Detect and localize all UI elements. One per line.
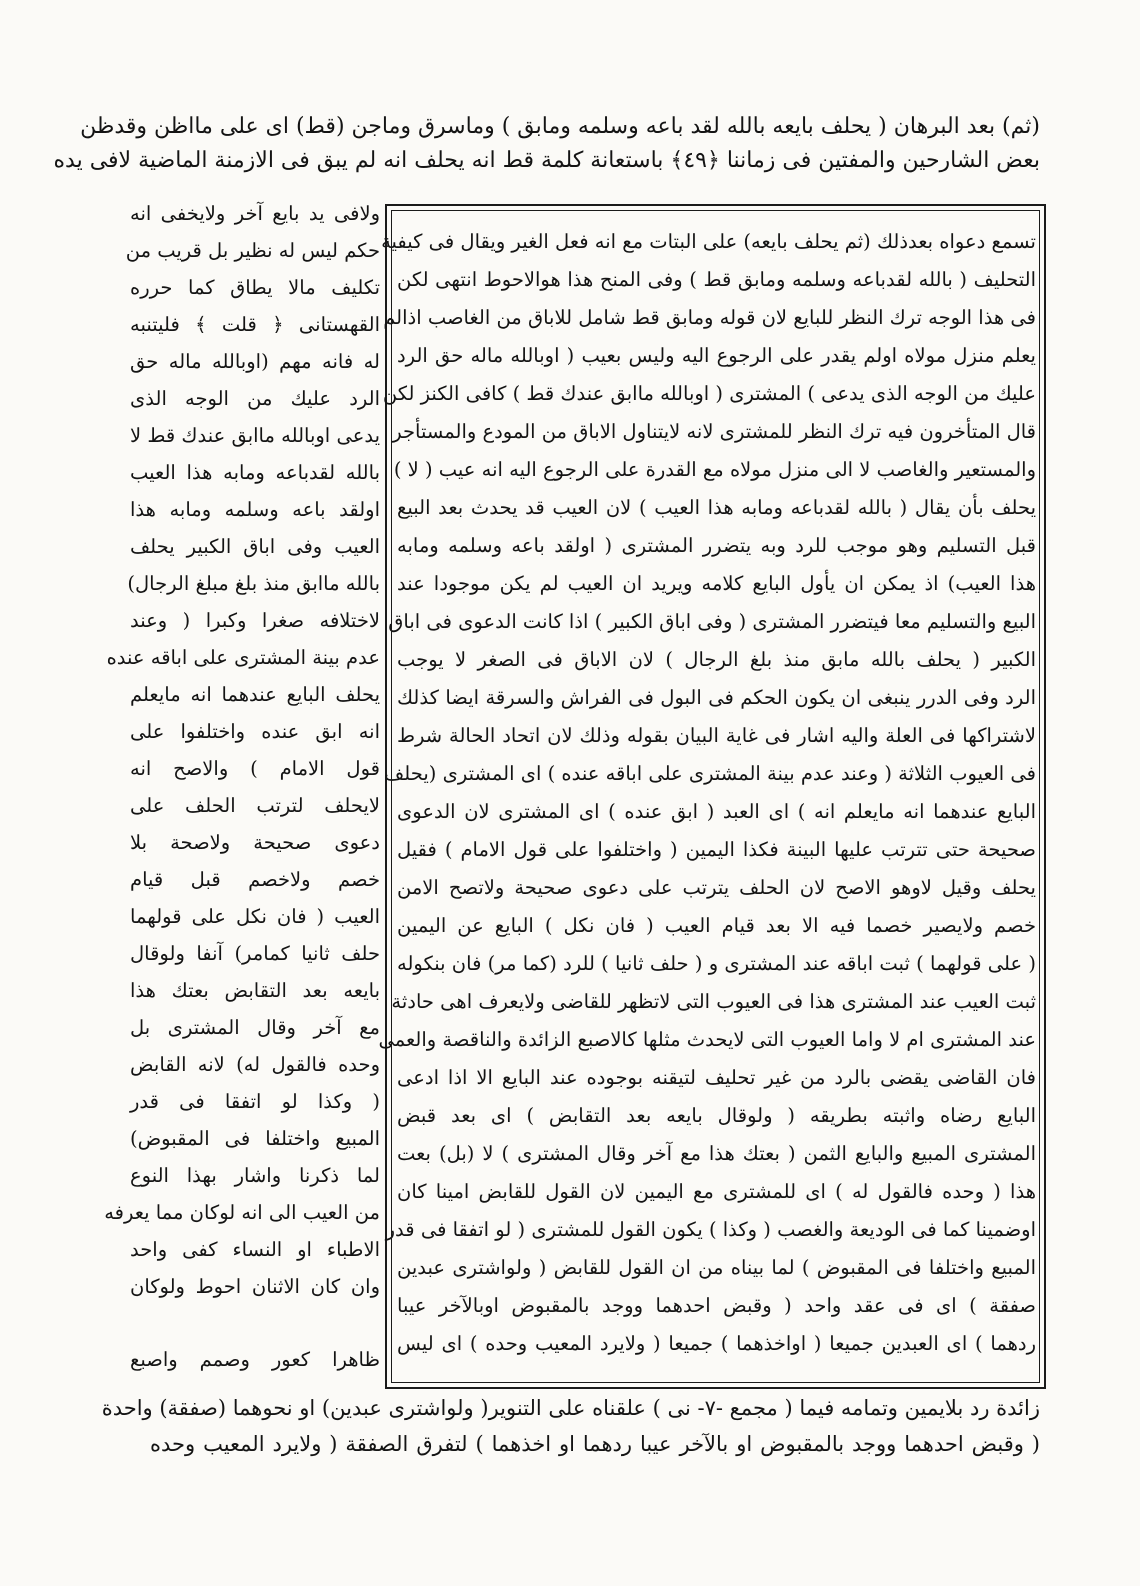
side-line: انه ابق عنده واختلفوا على: [130, 720, 380, 743]
header-line-1: (ثم) بعد البرهان ( يحلف بايعه بالله لقد باعه وسلمه ومابق ) وماسرق وماجن (قط) اى على مااظن وقدظن: [80, 114, 1040, 139]
main-line: اوضمينا كما فى الوديعة والغصب ( وكذا ) يكون القول للمشترى ( لو اتفقا فى قدر: [385, 1218, 1036, 1241]
side-line: دعوى صحيحة ولاصحة بلا: [130, 831, 380, 854]
side-line: بالله ماابق منذ بلغ مبلغ الرجال): [127, 572, 380, 595]
side-line: له فانه مهم (اوبالله ماله حق: [130, 350, 380, 373]
side-line: ولافى يد بايع آخر ولايخفى انه: [130, 202, 380, 225]
side-line: وان كان الاثنان احوط ولوكان: [130, 1275, 380, 1298]
side-line: قول الامام ) والاصح انه: [130, 757, 380, 780]
side-line: حكم ليس له نظير بل قريب من: [125, 239, 380, 262]
side-line: عدم بينة المشترى على اباقه عنده: [106, 646, 380, 669]
main-line: المشترى المبيع والبايع الثمن ( بعتك هذا مع آخر وقال المشترى ) لا (بل) بعت: [397, 1142, 1036, 1165]
side-line: يحلف البايع عندهما انه مايعلم: [130, 683, 380, 706]
main-line: يحلف وقيل لاوهو الاصح لان الحلف يترتب على دعوى صحيحة ولاتصح الامن: [397, 876, 1036, 899]
main-line: هذا ( وحده فالقول له ) اى للمشترى مع اليمين لان القول للقابض امينا كان: [397, 1180, 1036, 1203]
main-line: عليك من الوجه الذى يدعى ) المشترى ( اوبالله ماابق عندك قط ) كافى الكنز لكن: [382, 382, 1036, 405]
main-line: ثبت العيب عند المشترى هذا فى العيوب التى لاتظهر للقاضى ولايعرف اهى حادثة: [391, 990, 1036, 1013]
side-line: المبيع واختلفا فى المقبوض): [130, 1127, 380, 1150]
main-line: المبيع واختلفا فى المقبوض ) لما بيناه من ان القول للقابض ( ولواشترى عبدين: [397, 1256, 1036, 1279]
side-line: من العيب الى انه لوكان مما يعرفه: [104, 1201, 380, 1224]
main-line: يعلم منزل مولاه اولم يقدر على الرجوع اليه وليس بعيب ( اوبالله ماله حق الرد: [397, 344, 1036, 367]
side-line: وحده فالقول له) لانه القابض: [130, 1053, 380, 1076]
main-line: عند المشترى ام لا واما العيوب التى لايحدث مثلها كالاصبع الزائدة والناقصة والعمى: [378, 1028, 1036, 1051]
main-line: لاشتراكها فى العلة واليه اشار فى غاية البيان بقوله وذلك لان اتحاد الحالة شرط: [397, 724, 1036, 747]
side-line: بايعه بعد التقابض بعتك هذا: [130, 979, 380, 1002]
main-line: والمستعير والغاصب لا الى منزل مولاه مع القدرة على الرجوع اليه انه عيب ( لا ): [393, 458, 1036, 481]
side-line: بالله لقدباعه ومابه هذا العيب: [130, 461, 380, 484]
main-line: البايع رضاه واثبته بطريقه ( ولوقال بايعه بعد التقابض ) اى بعد قبض: [397, 1104, 1036, 1127]
main-text-frame: [378, 204, 1046, 1389]
side-line: خصم ولاخصم قبل قيام: [130, 868, 380, 891]
side-line: تكليف مالا يطاق كما حرره: [130, 276, 380, 299]
main-line: فان القاضى يقضى بالرد من غير تحليف لتيقنه بوجوده عند البايع الا اذا ادعى: [397, 1066, 1036, 1089]
side-line: القهستانى ﴿ قلت ﴾ فليتنبه: [130, 313, 380, 336]
main-line: صحيحة حتى تترتب عليها البينة فكذا اليمين ( واختلفوا على قول الامام ) فقيل: [397, 838, 1036, 861]
side-line: العيب ( فان نكل على قولهما: [130, 905, 380, 928]
main-line: فى العيوب الثلاثة ( وعند عدم بينة المشترى على اباقه عنده ) اى المشترى (يحلف: [384, 762, 1036, 785]
main-line: صفقة ) اى فى عقد واحد ( وقبض احدهما ووجد بالمقبوض اوبالآخر عيبا: [397, 1294, 1036, 1317]
main-line: البيع والتسليم معا فيتضرر المشترى ( وفى اباق الكبير ) اذا كانت الدعوى فى اباق: [388, 610, 1036, 633]
footer-line-1: زائدة رد بلايمين وتمامه فيما ( مجمع -٧- نى ) علقناه على التنوير( ولواشترى عبدين) او نحوهما (صفقة) واحدة: [101, 1396, 1040, 1420]
side-line: لما ذكرنا واشار بهذا النوع: [130, 1164, 380, 1187]
main-line: الكبير ( يحلف بالله مابق منذ بلغ الرجال ) لان الاباق فى الصغر لا يوجب: [397, 648, 1036, 671]
main-line: هذا العيب) اذ يمكن ان يأول البايع كلامه ويريد ان العيب لم يكن موجودا عند: [397, 572, 1036, 595]
side-line: اولقد باعه وسلمه ومابه هذا: [130, 498, 380, 521]
main-line: الرد وفى الدرر ينبغى ان يكون الحكم فى البول فى الفراش والسرقة ايضا كذلك: [397, 686, 1036, 709]
side-line: لاختلافه صغرا وكبرا ( وعند: [130, 609, 380, 632]
header-line-2: بعض الشارحين والمفتين فى زماننا ﴿٤٩﴾ باستعانة كلمة قط انه يحلف انه لم يبق فى الازمنة الماضية لافى يده: [53, 148, 1040, 173]
main-line: تسمع دعواه بعدذلك (ثم يحلف بايعه) على البتات مع انه فعل الغير ويقال فى كيفية: [381, 230, 1036, 253]
side-line: ظاهرا كعور وصمم واصبع: [130, 1348, 380, 1371]
side-line: الاطباء او النساء كفى واحد: [130, 1238, 380, 1261]
main-line: فى هذا الوجه ترك النظر للبايع لان قوله ومابق قط شامل للاباق من الغاصب اذالم: [383, 306, 1036, 329]
main-line: قال المتأخرون فيه ترك النظر للمشترى لانه لايتناول الاباق من المودع والمستأجر: [392, 420, 1036, 443]
main-text: [378, 216, 1036, 1379]
main-line: ( على قولهما ) ثبت اباقه عند المشترى و ( حلف ثانيا ) للرد (كما مر) فان بنكوله: [397, 952, 1036, 975]
side-line: لايحلف لترتب الحلف على: [130, 794, 380, 817]
side-line: ( وكذا لو اتفقا فى قدر: [130, 1090, 380, 1113]
main-line: قبل التسليم وهو موجب للرد وبه يتضرر المشترى ( اولقد باعه وسلمه ومابه: [397, 534, 1036, 557]
side-line: مع آخر وقال المشترى بل: [130, 1016, 380, 1039]
main-line: خصم ولايصير خصما فيه الا بعد قيام العيب ( فان نكل ) البايع عن اليمين: [397, 914, 1036, 937]
main-line: التحليف ( بالله لقدباعه وسلمه ومابق قط ) وفى المنح هذا هوالاحوط انتهى لكن: [397, 268, 1036, 291]
side-line: الرد عليك من الوجه الذى: [130, 387, 380, 410]
main-line: البايع عندهما انه مايعلم انه ) اى العبد ( ابق عنده ) اى المشترى لان الدعوى: [397, 800, 1036, 823]
main-line: ردهما ) اى العبدين جميعا ( اواخذهما ) جميعا ( ولايرد المعيب وحده ) اى ليس: [397, 1332, 1036, 1355]
footer-line-2: ( وقبض احدهما ووجد بالمقبوض او بالآخر عيبا ردهما او اخذهما ) لتفرق الصفقة ( ولايرد المعيب وحده: [150, 1432, 1040, 1456]
side-line: يدعى اوبالله ماابق عندك قط لا: [130, 424, 380, 447]
main-line: يحلف بأن يقال ( بالله لقدباعه ومابه هذا العيب ) لان العيب قد يحدث بعد البيع: [397, 496, 1036, 519]
side-line: حلف ثانيا كمامر) آنفا ولوقال: [130, 942, 380, 965]
side-line: العيب وفى اباق الكبير يحلف: [130, 535, 380, 558]
